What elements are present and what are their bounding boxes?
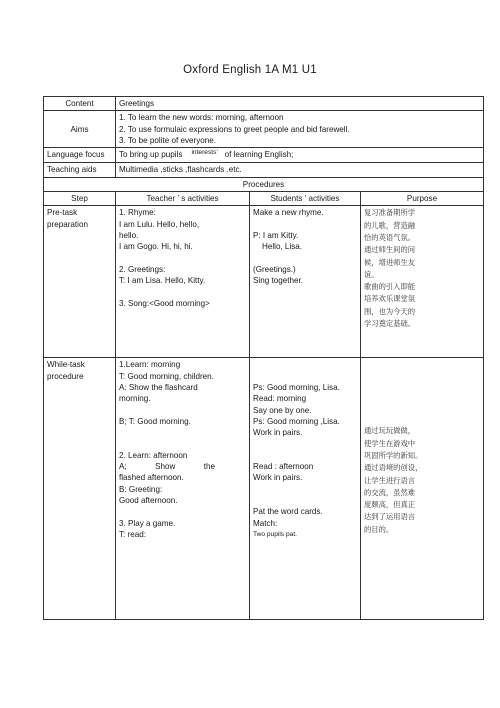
student-line: (Greetings.) bbox=[253, 264, 296, 274]
teacher-line: T: Good morning, children. bbox=[119, 371, 214, 381]
purpose-line: 巩固所学的新知。 bbox=[364, 450, 423, 460]
teacher-line: I am Gogo. Hi, hi, hi. bbox=[119, 242, 193, 252]
student-line: Match: bbox=[253, 518, 278, 528]
language-focus-row bbox=[44, 148, 484, 163]
purpose-line: 的交流，虽然难 bbox=[364, 487, 416, 497]
procedures-heading-row bbox=[44, 177, 484, 191]
purpose-line: 恰的英语气氛。 bbox=[364, 232, 416, 242]
language-focus-suffix: of learning English; bbox=[224, 150, 294, 160]
language-focus-label: Language focus bbox=[44, 148, 116, 163]
procedures-heading: Procedures bbox=[44, 177, 484, 191]
aims-list bbox=[116, 111, 484, 148]
while-task-students bbox=[250, 358, 361, 620]
content-label: Content bbox=[44, 97, 116, 111]
column-step: Step bbox=[44, 192, 116, 206]
column-students: Students ’ activities bbox=[250, 192, 361, 206]
teacher-line: A: Show the flashcard bbox=[119, 382, 198, 392]
column-header-row bbox=[44, 192, 484, 206]
teaching-aids-label: Teaching aids bbox=[44, 163, 116, 177]
language-focus-value bbox=[116, 148, 484, 163]
teacher-line: T: read: bbox=[119, 529, 146, 539]
student-line: Sing together. bbox=[253, 276, 303, 286]
aims-label: Aims bbox=[44, 111, 116, 148]
purpose-line: 的目的。 bbox=[364, 524, 394, 534]
teacher-line: hello. bbox=[119, 230, 139, 240]
aims-row bbox=[44, 111, 484, 148]
student-line-small: Two pupils pat. bbox=[253, 530, 297, 538]
student-line: Work in pairs. bbox=[253, 428, 303, 438]
teaching-aids-row bbox=[44, 163, 484, 177]
teacher-line: 3. Song:<Good morning> bbox=[119, 298, 210, 308]
while-task-step: While-task procedure bbox=[44, 358, 116, 620]
aim-item: 1. To learn the new words: morning, afternoon bbox=[119, 113, 284, 123]
purpose-line: 培养欢乐课堂氛 bbox=[364, 294, 416, 304]
teacher-line: I am Lulu. Hello, hello, bbox=[119, 219, 200, 229]
teacher-line: T: I am Lisa. Hello, Kitty. bbox=[119, 276, 206, 286]
purpose-line: 通过语境的创设， bbox=[364, 463, 423, 473]
column-purpose: Purpose bbox=[361, 192, 484, 206]
column-teacher: Teacher ’ s activities bbox=[116, 192, 250, 206]
teacher-line-justified bbox=[119, 461, 215, 472]
teacher-line: 2. Greetings: bbox=[119, 264, 166, 274]
teacher-line: 1.Learn: morning bbox=[119, 360, 181, 370]
student-line: Read : afternoon bbox=[253, 462, 314, 472]
pre-task-teacher bbox=[116, 206, 250, 358]
content-row bbox=[44, 97, 484, 111]
teacher-line: Good afternoon. bbox=[119, 495, 178, 505]
student-line: Say one by one. bbox=[253, 405, 312, 415]
purpose-line: 使学生在游戏中 bbox=[364, 438, 416, 448]
purpose-line: 的儿歌，营造融 bbox=[364, 220, 416, 230]
while-task-teacher bbox=[116, 358, 250, 620]
purpose-line: 学习奠定基础。 bbox=[364, 319, 416, 329]
teaching-aids-value: Multimedia ,sticks ,flashcards .etc. bbox=[116, 163, 484, 177]
student-line: Hello, Lisa. bbox=[253, 242, 303, 252]
purpose-line: 通过玩玩做做， bbox=[364, 426, 416, 436]
pre-task-students bbox=[250, 206, 361, 358]
purpose-line: 度颇高，但真正 bbox=[364, 500, 416, 510]
content-value: Greetings bbox=[116, 97, 484, 111]
student-line: Work in pairs. bbox=[253, 473, 303, 483]
student-line: Ps: Good morning, Lisa. bbox=[253, 382, 340, 392]
purpose-line: 谊。 bbox=[364, 269, 379, 279]
teacher-word: A; bbox=[119, 462, 127, 472]
teacher-line: B: Greeting: bbox=[119, 484, 163, 494]
lesson-plan-table bbox=[43, 96, 484, 620]
student-line: Ps: Good morning ,Lisa. bbox=[253, 416, 340, 426]
teacher-word: the bbox=[203, 462, 215, 472]
while-task-row bbox=[44, 358, 484, 620]
pre-task-step: Pre-task preparation bbox=[44, 206, 116, 358]
teacher-line: 2. Learn: afternoon bbox=[119, 450, 188, 460]
aim-item: 3. To be polite of everyone. bbox=[119, 135, 217, 145]
purpose-line: 通过师生间的问 bbox=[364, 245, 416, 255]
pre-task-purpose bbox=[361, 206, 484, 358]
teacher-line: 3. Play a game. bbox=[119, 518, 176, 528]
language-focus-prefix: To bring up pupils bbox=[119, 150, 183, 160]
student-line: Pat the word cards. bbox=[253, 507, 323, 517]
teacher-line: B; T: Good morning. bbox=[119, 416, 191, 426]
student-line: P: I am Kitty. bbox=[253, 230, 299, 240]
student-line: Read: morning bbox=[253, 394, 307, 404]
aim-item: 2. To use formulaic expressions to greet people and bid farewell. bbox=[119, 124, 350, 134]
teacher-line: flashed afternoon. bbox=[119, 473, 184, 483]
purpose-line: 让学生进行语言 bbox=[364, 475, 416, 485]
while-task-purpose bbox=[361, 358, 484, 620]
teacher-word: Show bbox=[155, 462, 176, 472]
pre-task-row bbox=[44, 206, 484, 358]
language-focus-sup: interests’ bbox=[191, 149, 218, 157]
purpose-line: 复习准备期所学 bbox=[364, 208, 416, 218]
teacher-line: 1. Rhyme: bbox=[119, 208, 156, 218]
purpose-line: 候，增进师生友 bbox=[364, 257, 416, 267]
page-title: Oxford English 1A M1 U1 bbox=[183, 64, 317, 76]
purpose-line: 歌曲的引入即能 bbox=[364, 282, 416, 292]
purpose-line: 达到了运用语言 bbox=[364, 512, 416, 522]
teacher-line: morning. bbox=[119, 394, 151, 404]
purpose-line: 围，也为今天的 bbox=[364, 306, 416, 316]
student-line: Make a new rhyme. bbox=[253, 208, 324, 218]
